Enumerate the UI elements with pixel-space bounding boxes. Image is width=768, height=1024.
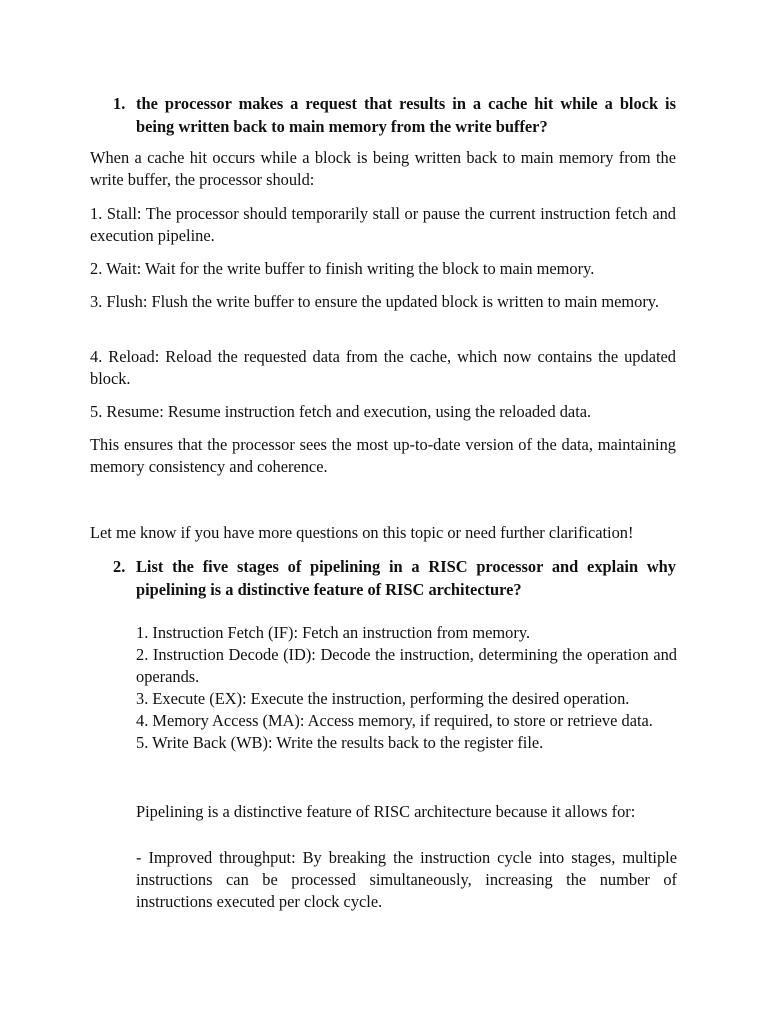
answer-1-step-4: 4. Reload: Reload the requested data from the cache, which now contains the updated block. — [90, 347, 676, 388]
answer-1-step-2: 2. Wait: Wait for the write buffer to finish writing the block to main memory. — [90, 259, 595, 278]
question-1-text: the processor makes a request that results in a cache hit while a block is being written back to main memory from the write buffer? — [136, 94, 676, 136]
pipeline-stage-4: 4. Memory Access (MA): Access memory, if required, to store or retrieve data. — [136, 711, 653, 730]
pipeline-stages-list — [136, 622, 677, 754]
answer-1-step-5: 5. Resume: Resume instruction fetch and execution, using the reloaded data. — [90, 402, 592, 421]
pipelining-reason-intro: Pipelining is a distinctive feature of RISC architecture because it allows for: — [136, 802, 636, 821]
pipeline-stage-1: 1. Instruction Fetch (IF): Fetch an instruction from memory. — [136, 623, 531, 642]
answer-1-step-3: 3. Flush: Flush the write buffer to ensure the updated block is written to main memory. — [90, 292, 660, 311]
question-2-text: List the five stages of pipelining in a RISC processor and explain why pipelining is a distinctive feature of RISC architecture? — [136, 557, 676, 599]
question-1-heading — [113, 92, 676, 138]
answer-1-intro: When a cache hit occurs while a block is being written back to main memory from the write buffer, the processor should: — [90, 148, 676, 189]
question-2-number: 2. — [113, 557, 126, 576]
answer-1-conclusion: This ensures that the processor sees the most up-to-date version of the data, maintaining memory consistency and coherence. — [90, 435, 676, 476]
pipeline-stage-5: 5. Write Back (WB): Write the results back to the register file. — [136, 733, 544, 752]
question-1-number: 1. — [113, 94, 126, 113]
answer-1-closing: Let me know if you have more questions on this topic or need further clarification! — [90, 523, 634, 542]
question-2-heading — [113, 555, 676, 601]
pipeline-stage-3: 3. Execute (EX): Execute the instruction, performing the desired operation. — [136, 689, 630, 708]
pipeline-stage-2: 2. Instruction Decode (ID): Decode the instruction, determining the operation and operands. — [136, 645, 677, 686]
pipelining-benefit-throughput: - Improved throughput: By breaking the instruction cycle into stages, multiple instructions can be processed simultaneously, increasing the number of instructions executed per clock cycle. — [136, 848, 677, 911]
answer-1-step-1: 1. Stall: The processor should temporarily stall or pause the current instruction fetch and execution pipeline. — [90, 204, 676, 245]
